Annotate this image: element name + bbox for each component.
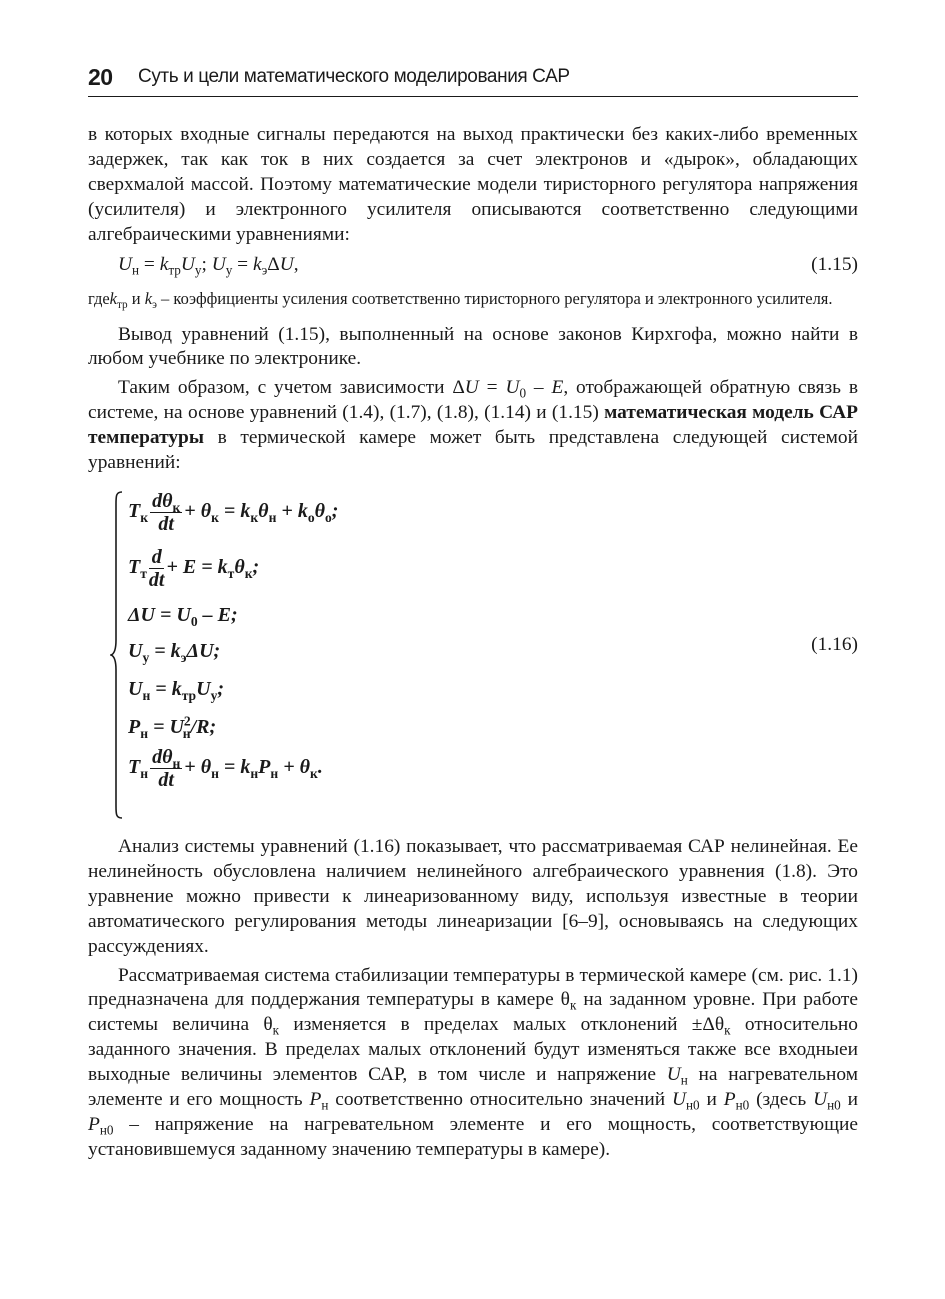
equation-system-1-16 xyxy=(88,490,858,825)
page-body xyxy=(88,123,858,1163)
system-line-2: $T_т$ $\frac{d}{dt}$ + $E = k_т\theta_к$; xyxy=(128,545,260,591)
page-number: 20 xyxy=(88,64,113,90)
system-line-7: $T_н$ $\frac{d\theta_н}{dt}$ + $\theta_н = k_нP_н + \theta_к$. xyxy=(128,745,323,791)
equation-1-15 xyxy=(118,254,858,280)
equation-1-15-explanation: гдеk$_{тр}$ и $k_э$ – коэффициенты усиления соответственно тиристорного регулятора и электронного усилителя. xyxy=(88,288,833,311)
bold-term: математическая модель САР температуры xyxy=(88,402,858,449)
system-line-5: $U_н = k_{тр}U_у$; xyxy=(128,677,225,703)
paragraph-2: Вывод уравнений (1.15), выполненный на основе законов Кирхгофа, можно найти в любом учебнике по электронике. xyxy=(88,323,858,370)
equation-1-16-number: (1.16) xyxy=(811,633,858,655)
paragraph-1: в которых входные сигналы передаются на выход практически без каких-либо временных задержек, так как ток в них создается за счет электронов и «дырок», обладающих сверхмалой массой. Поэтому математические модели тиристорного регулятора напряжения (усилителя) и электронного усилителя описываются соответственно следующими алгебраическими уравнениями: xyxy=(88,124,858,245)
running-title: Суть и цели математического моделирования САР xyxy=(138,66,570,87)
equation-1-15-number: (1.15) xyxy=(811,253,858,275)
system-line-6: $P_н = U^2_н/R$; xyxy=(128,713,217,741)
page-header xyxy=(88,62,858,97)
paragraph-5: Рассматриваемая система стабилизации температуры в термической камере (см. рис. 1.1) предназначена для поддержания температуры в камере $\theta_к$ на заданном уровне. При работе системы величина $\theta_к$ изменяется в пределах малых отклонений $\pm\Delta\theta_к$ относительно заданного значения. В пределах малых отклонений будут изменяться также все входныеи выходные величины элементов САР, в том числе и напряжение $U_н$ на нагревательном элементе и его мощность $P_н$ соответственно относительно значений $U_{н0}$ и $P_{н0}$ (здесь $U_{н0}$ и $P_{н0}$ – напряжение на нагревательном элементе и его мощность, соответствующие установившемуся заданному значению температуры в камере). xyxy=(88,964,859,1160)
paragraph-3: Таким образом, с учетом зависимости $\Delta U = U_0 - E$, отображающей обратную связь в системе, на основе уравнений (1.4), (1.7), (1.8), (1.14) и (1.15) математическая модель САР температуры в термической камере может быть представлена следующей системой уравнений: xyxy=(88,377,858,474)
left-brace xyxy=(110,490,124,820)
system-line-1: $T_к$ $\frac{d\theta_к}{dt}$ + $\theta_к = k_к\theta_н + k_о\theta_о$; xyxy=(128,489,339,535)
equation-1-15-formula: $U_н = k_{тр}U_у$; $U_у = k_э\Delta U$, xyxy=(118,253,299,278)
system-line-4: $U_у = k_э\Delta U$; xyxy=(128,639,221,665)
paragraph-4: Анализ системы уравнений (1.16) показывает, что рассматриваемая САР нелинейная. Ее нелинейность обусловлена наличием нелинейного алгебраического уравнения (1.8). Это уравнение можно привести к линеаризованному виду, используя известные в теории автоматического регулирования методы линеаризации [6–9], основываясь на следующих рассуждениях. xyxy=(88,835,858,957)
system-line-3: $\Delta U = U_0 - E$; xyxy=(128,603,238,629)
